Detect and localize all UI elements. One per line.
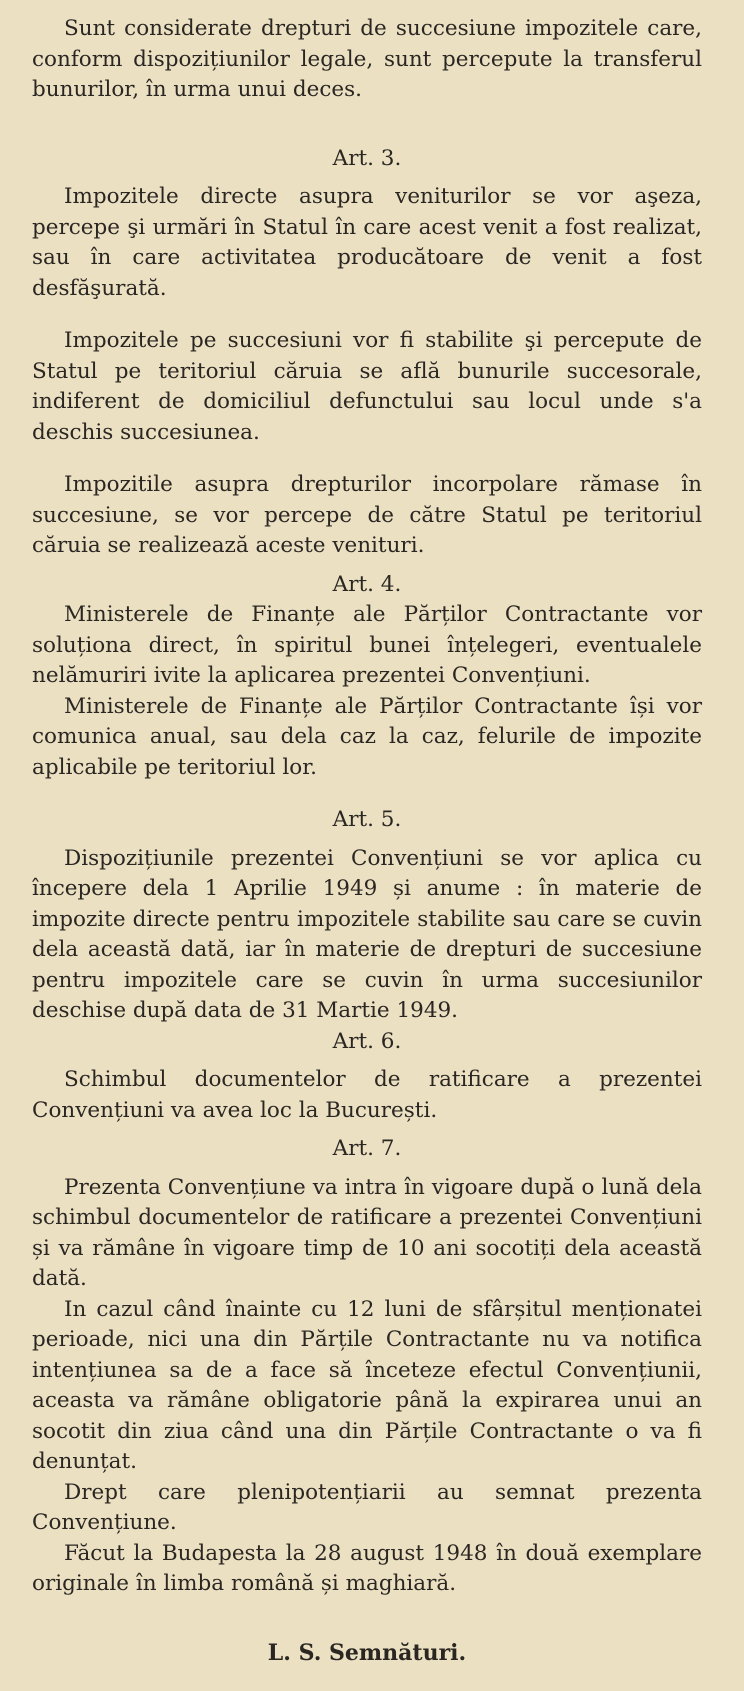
- seal-signatures-line: L. S. Semnături.: [267, 1639, 467, 1666]
- article-6-paragraph-1: Schimbul documentelor de ratificare a prezentei Convențiuni va avea loc la București.: [32, 1067, 702, 1123]
- article-4-heading: Art. 4.: [332, 571, 402, 597]
- article-5-heading: Art. 5.: [332, 807, 402, 832]
- article-7-paragraph-1: Prezenta Convențiune va intra în vigoare după o lună dela schimbul documentelor de ratificare a prezentei Convențiuni și va rămâne în vigoare timp de 10 ani socotiți dela această dată.: [32, 1174, 702, 1291]
- article-6-heading: Art. 6.: [332, 1028, 402, 1054]
- intro-paragraph: Sunt considerate drepturi de succesiune impozitele care, conform dispozițiunilor legale, sunt percepute la transferul bunurilor, în urma unui deces.: [32, 16, 702, 102]
- article-7-heading: Art. 7.: [332, 1136, 402, 1161]
- article-4-paragraph-1: Ministerele de Finanțe ale Părților Contractante vor soluționa direct, în spiritul bunei înțelegeri, eventualele nelămuriri ivite la aplicarea prezentei Convențiuni.: [32, 602, 702, 688]
- article-7-paragraph-3: Drept care plenipotențiarii au semnat prezenta Convențiune.: [32, 1479, 702, 1535]
- article-4-paragraph-2: Ministerele de Finanțe ale Părților Contractante își vor comunica anual, sau dela caz la caz, felurile de impozite aplicabile pe teritoriul lor.: [32, 693, 702, 780]
- article-3-paragraph-2: Impozitele pe succesiuni vor fi stabilite şi percepute de Statul pe teritoriul căruia se află bunurile succesorale, indiferent de domiciliul defunctului sau locul unde s'a deschis succesiunea.: [32, 328, 702, 445]
- article-7-paragraph-4: Făcut la Budapesta la 28 august 1948 în două exemplare originale în limba română și maghiară.: [32, 1540, 702, 1596]
- article-3-heading: Art. 3.: [332, 145, 402, 171]
- article-3-paragraph-3: Impozitile asupra drepturilor incorpolare rămase în succesiune, se vor percepe de către Statul pe teritoriul căruia se realizează aceste venituri.: [32, 472, 702, 558]
- article-3-paragraph-1: Impozitele directe asupra veniturilor se vor aşeza, percepe şi urmări în Statul în care acest venit a fost realizat, sau în care activitatea producătoare de venit a fost desfăşurată.: [32, 184, 702, 301]
- article-5-paragraph-1: Dispozițiunile prezentei Convențiuni se vor aplica cu începere dela 1 Aprilie 1949 și anume : în materie de impozite directe pentru impozitele stabilite sau care se cuvin dela această dată, iar în materie de drepturi de succesiune pentru impozitele care se cuvin în urma succesiunilor deschise după data de 31 Martie 1949.: [32, 845, 702, 1023]
- article-7-paragraph-2: In cazul când înainte cu 12 luni de sfârșitul menționatei perioade, nici una din Părțile Contractante nu va notifica intențiunea sa de a face să înceteze efectul Convențiunii, aceasta va rămâne obligatorie până la expirarea unui an socotit din ziua când una din Părțile Contractante o va fi denunțat.: [32, 1296, 702, 1474]
